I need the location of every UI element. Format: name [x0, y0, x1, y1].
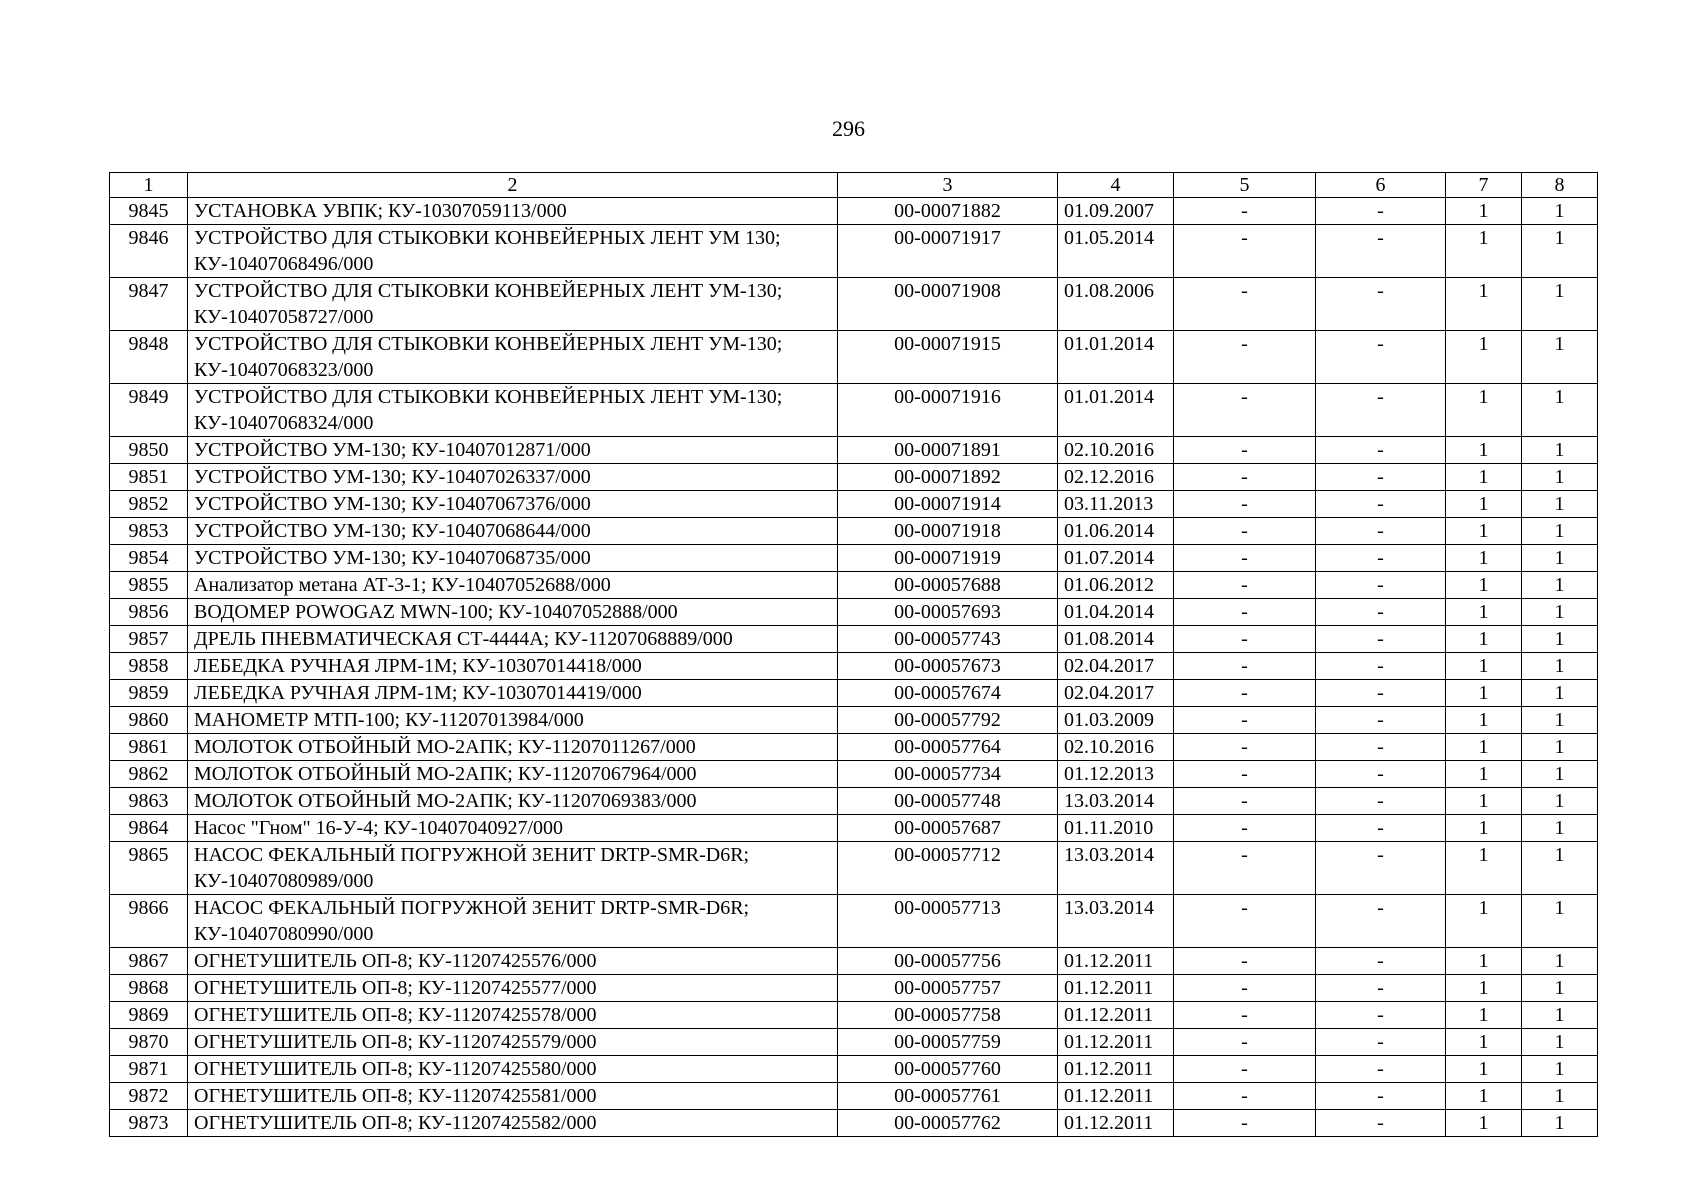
column-8-value: 1: [1522, 1002, 1598, 1029]
asset-name: Насос "Гном" 16-У-4; КУ-10407040927/000: [188, 815, 838, 842]
row-number: 9873: [110, 1110, 188, 1137]
column-6-value: -: [1316, 1083, 1446, 1110]
row-number: 9864: [110, 815, 188, 842]
column-8-value: 1: [1522, 331, 1598, 384]
table-row: [110, 680, 1598, 707]
asset-name: УСТРОЙСТВО ДЛЯ СТЫКОВКИ КОНВЕЙЕРНЫХ ЛЕНТ УМ-130; КУ-10407058727/000: [188, 278, 838, 331]
column-5-value: -: [1174, 1002, 1316, 1029]
inventory-code: 00-00057673: [838, 653, 1058, 680]
column-5-value: -: [1174, 653, 1316, 680]
commission-date: 13.03.2014: [1058, 895, 1174, 948]
column-7-value: 1: [1446, 225, 1522, 278]
table-row: [110, 198, 1598, 225]
column-6-value: -: [1316, 572, 1446, 599]
asset-name: УСТРОЙСТВО УМ-130; КУ-10407026337/000: [188, 464, 838, 491]
table-row: [110, 761, 1598, 788]
inventory-code: 00-00071916: [838, 384, 1058, 437]
inventory-code: 00-00057748: [838, 788, 1058, 815]
column-8-value: 1: [1522, 1110, 1598, 1137]
asset-name: ЛЕБЕДКА РУЧНАЯ ЛРМ-1М; КУ-10307014418/000: [188, 653, 838, 680]
commission-date: 01.08.2014: [1058, 626, 1174, 653]
column-6-value: -: [1316, 599, 1446, 626]
asset-name: МОЛОТОК ОТБОЙНЫЙ МО-2АПК; КУ-11207069383/000: [188, 788, 838, 815]
commission-date: 01.12.2011: [1058, 975, 1174, 1002]
column-7-value: 1: [1446, 384, 1522, 437]
inventory-code: 00-00071914: [838, 491, 1058, 518]
commission-date: 01.05.2014: [1058, 225, 1174, 278]
column-7-value: 1: [1446, 948, 1522, 975]
column-5-value: -: [1174, 1110, 1316, 1137]
column-7-value: 1: [1446, 437, 1522, 464]
column-6-value: -: [1316, 437, 1446, 464]
commission-date: 01.01.2014: [1058, 384, 1174, 437]
column-8-value: 1: [1522, 278, 1598, 331]
inventory-code: 00-00057713: [838, 895, 1058, 948]
column-8-value: 1: [1522, 842, 1598, 895]
column-8-value: 1: [1522, 788, 1598, 815]
commission-date: 02.04.2017: [1058, 680, 1174, 707]
column-5-value: -: [1174, 788, 1316, 815]
table-row: [110, 1002, 1598, 1029]
column-8-value: 1: [1522, 680, 1598, 707]
row-number: 9855: [110, 572, 188, 599]
table-row: [110, 599, 1598, 626]
column-8-value: 1: [1522, 225, 1598, 278]
table-body: [110, 198, 1598, 1137]
column-6-value: -: [1316, 1056, 1446, 1083]
column-7-value: 1: [1446, 842, 1522, 895]
column-5-value: -: [1174, 1083, 1316, 1110]
column-8-value: 1: [1522, 734, 1598, 761]
column-7-value: 1: [1446, 331, 1522, 384]
commission-date: 01.12.2011: [1058, 1056, 1174, 1083]
row-number: 9856: [110, 599, 188, 626]
column-6-value: -: [1316, 815, 1446, 842]
column-5-value: -: [1174, 545, 1316, 572]
table-row: [110, 491, 1598, 518]
commission-date: 01.03.2009: [1058, 707, 1174, 734]
column-7-value: 1: [1446, 464, 1522, 491]
column-8-value: 1: [1522, 572, 1598, 599]
column-6-value: -: [1316, 225, 1446, 278]
asset-name: УСТРОЙСТВО УМ-130; КУ-10407012871/000: [188, 437, 838, 464]
column-7-value: 1: [1446, 545, 1522, 572]
column-5-value: -: [1174, 761, 1316, 788]
commission-date: 01.07.2014: [1058, 545, 1174, 572]
asset-name: НАСОС ФЕКАЛЬНЫЙ ПОГРУЖНОЙ ЗЕНИТ DRTP-SMR-D6R; КУ-10407080989/000: [188, 842, 838, 895]
asset-name: УСТРОЙСТВО ДЛЯ СТЫКОВКИ КОНВЕЙЕРНЫХ ЛЕНТ УМ-130; КУ-10407068324/000: [188, 384, 838, 437]
column-8-value: 1: [1522, 626, 1598, 653]
column-5-value: -: [1174, 734, 1316, 761]
column-7-value: 1: [1446, 653, 1522, 680]
column-6-value: -: [1316, 626, 1446, 653]
header-cell: 3: [838, 173, 1058, 198]
commission-date: 01.12.2011: [1058, 1002, 1174, 1029]
column-8-value: 1: [1522, 518, 1598, 545]
column-8-value: 1: [1522, 975, 1598, 1002]
inventory-code: 00-00057758: [838, 1002, 1058, 1029]
column-8-value: 1: [1522, 599, 1598, 626]
column-6-value: -: [1316, 1002, 1446, 1029]
row-number: 9845: [110, 198, 188, 225]
column-6-value: -: [1316, 734, 1446, 761]
asset-name: ОГНЕТУШИТЕЛЬ ОП-8; КУ-11207425580/000: [188, 1056, 838, 1083]
column-8-value: 1: [1522, 437, 1598, 464]
row-number: 9870: [110, 1029, 188, 1056]
asset-name: УСТРОЙСТВО ДЛЯ СТЫКОВКИ КОНВЕЙЕРНЫХ ЛЕНТ УМ-130; КУ-10407068323/000: [188, 331, 838, 384]
column-8-value: 1: [1522, 707, 1598, 734]
row-number: 9849: [110, 384, 188, 437]
column-5-value: -: [1174, 680, 1316, 707]
asset-name: УСТРОЙСТВО УМ-130; КУ-10407068644/000: [188, 518, 838, 545]
column-7-value: 1: [1446, 975, 1522, 1002]
column-7-value: 1: [1446, 1110, 1522, 1137]
column-6-value: -: [1316, 491, 1446, 518]
asset-name: ОГНЕТУШИТЕЛЬ ОП-8; КУ-11207425581/000: [188, 1083, 838, 1110]
inventory-code: 00-00071918: [838, 518, 1058, 545]
table-row: [110, 1056, 1598, 1083]
commission-date: 01.06.2012: [1058, 572, 1174, 599]
table-row: [110, 1110, 1598, 1137]
column-8-value: 1: [1522, 1083, 1598, 1110]
row-number: 9867: [110, 948, 188, 975]
row-number: 9863: [110, 788, 188, 815]
inventory-code: 00-00057762: [838, 1110, 1058, 1137]
commission-date: 01.08.2006: [1058, 278, 1174, 331]
row-number: 9854: [110, 545, 188, 572]
column-5-value: -: [1174, 464, 1316, 491]
column-8-value: 1: [1522, 948, 1598, 975]
column-8-value: 1: [1522, 1029, 1598, 1056]
column-6-value: -: [1316, 761, 1446, 788]
column-5-value: -: [1174, 975, 1316, 1002]
column-6-value: -: [1316, 707, 1446, 734]
column-6-value: -: [1316, 1029, 1446, 1056]
column-5-value: -: [1174, 842, 1316, 895]
inventory-code: 00-00057764: [838, 734, 1058, 761]
column-7-value: 1: [1446, 761, 1522, 788]
asset-name: УСТРОЙСТВО УМ-130; КУ-10407068735/000: [188, 545, 838, 572]
column-6-value: -: [1316, 975, 1446, 1002]
column-8-value: 1: [1522, 653, 1598, 680]
table-row: [110, 707, 1598, 734]
table-row: [110, 842, 1598, 895]
commission-date: 02.04.2017: [1058, 653, 1174, 680]
column-7-value: 1: [1446, 1056, 1522, 1083]
column-6-value: -: [1316, 331, 1446, 384]
column-8-value: 1: [1522, 815, 1598, 842]
table-row: [110, 975, 1598, 1002]
inventory-code: 00-00057674: [838, 680, 1058, 707]
column-8-value: 1: [1522, 198, 1598, 225]
asset-name: МОЛОТОК ОТБОЙНЫЙ МО-2АПК; КУ-11207067964/000: [188, 761, 838, 788]
row-number: 9851: [110, 464, 188, 491]
table-row: [110, 948, 1598, 975]
row-number: 9862: [110, 761, 188, 788]
column-6-value: -: [1316, 788, 1446, 815]
commission-date: 01.09.2007: [1058, 198, 1174, 225]
inventory-code: 00-00071908: [838, 278, 1058, 331]
inventory-code: 00-00071915: [838, 331, 1058, 384]
asset-table: [109, 172, 1598, 1137]
column-7-value: 1: [1446, 1002, 1522, 1029]
asset-name: ВОДОМЕР POWOGAZ MWN-100; КУ-10407052888/000: [188, 599, 838, 626]
inventory-code: 00-00071891: [838, 437, 1058, 464]
column-7-value: 1: [1446, 1083, 1522, 1110]
commission-date: 01.12.2011: [1058, 1110, 1174, 1137]
column-8-value: 1: [1522, 895, 1598, 948]
column-6-value: -: [1316, 680, 1446, 707]
table-row: [110, 1083, 1598, 1110]
column-5-value: -: [1174, 626, 1316, 653]
header-row: [110, 173, 1598, 198]
column-5-value: -: [1174, 707, 1316, 734]
column-7-value: 1: [1446, 599, 1522, 626]
commission-date: 02.10.2016: [1058, 437, 1174, 464]
row-number: 9865: [110, 842, 188, 895]
column-5-value: -: [1174, 225, 1316, 278]
table-row: [110, 437, 1598, 464]
inventory-code: 00-00057688: [838, 572, 1058, 599]
inventory-code: 00-00057712: [838, 842, 1058, 895]
column-8-value: 1: [1522, 491, 1598, 518]
column-8-value: 1: [1522, 1056, 1598, 1083]
table-row: [110, 545, 1598, 572]
row-number: 9852: [110, 491, 188, 518]
column-7-value: 1: [1446, 626, 1522, 653]
column-6-value: -: [1316, 384, 1446, 437]
column-6-value: -: [1316, 518, 1446, 545]
column-8-value: 1: [1522, 761, 1598, 788]
row-number: 9853: [110, 518, 188, 545]
asset-name: УСТРОЙСТВО ДЛЯ СТЫКОВКИ КОНВЕЙЕРНЫХ ЛЕНТ УМ 130; КУ-10407068496/000: [188, 225, 838, 278]
asset-name: УСТАНОВКА УВПК; КУ-10307059113/000: [188, 198, 838, 225]
header-cell: 5: [1174, 173, 1316, 198]
row-number: 9872: [110, 1083, 188, 1110]
column-7-value: 1: [1446, 518, 1522, 545]
table-row: [110, 895, 1598, 948]
table-row: [110, 1029, 1598, 1056]
commission-date: 01.11.2010: [1058, 815, 1174, 842]
inventory-code: 00-00057756: [838, 948, 1058, 975]
column-6-value: -: [1316, 278, 1446, 331]
inventory-code: 00-00057687: [838, 815, 1058, 842]
column-7-value: 1: [1446, 895, 1522, 948]
column-6-value: -: [1316, 1110, 1446, 1137]
asset-name: УСТРОЙСТВО УМ-130; КУ-10407067376/000: [188, 491, 838, 518]
table-row: [110, 384, 1598, 437]
row-number: 9857: [110, 626, 188, 653]
column-5-value: -: [1174, 1029, 1316, 1056]
column-7-value: 1: [1446, 278, 1522, 331]
column-7-value: 1: [1446, 680, 1522, 707]
asset-name: Анализатор метана АТ-3-1; КУ-10407052688/000: [188, 572, 838, 599]
column-5-value: -: [1174, 948, 1316, 975]
table-row: [110, 464, 1598, 491]
table-row: [110, 626, 1598, 653]
column-5-value: -: [1174, 572, 1316, 599]
inventory-code: 00-00057757: [838, 975, 1058, 1002]
table-row: [110, 815, 1598, 842]
column-6-value: -: [1316, 653, 1446, 680]
column-7-value: 1: [1446, 1029, 1522, 1056]
column-5-value: -: [1174, 278, 1316, 331]
column-8-value: 1: [1522, 545, 1598, 572]
inventory-code: 00-00071917: [838, 225, 1058, 278]
column-7-value: 1: [1446, 707, 1522, 734]
row-number: 9869: [110, 1002, 188, 1029]
commission-date: 13.03.2014: [1058, 842, 1174, 895]
table-row: [110, 225, 1598, 278]
asset-name: ДРЕЛЬ ПНЕВМАТИЧЕСКАЯ СТ-4444А; КУ-11207068889/000: [188, 626, 838, 653]
column-5-value: -: [1174, 895, 1316, 948]
asset-name: ОГНЕТУШИТЕЛЬ ОП-8; КУ-11207425579/000: [188, 1029, 838, 1056]
inventory-code: 00-00057734: [838, 761, 1058, 788]
column-5-value: -: [1174, 198, 1316, 225]
column-5-value: -: [1174, 437, 1316, 464]
table-row: [110, 788, 1598, 815]
header-cell: 2: [188, 173, 838, 198]
commission-date: 01.12.2013: [1058, 761, 1174, 788]
inventory-code: 00-00057760: [838, 1056, 1058, 1083]
column-5-value: -: [1174, 384, 1316, 437]
column-5-value: -: [1174, 491, 1316, 518]
column-5-value: -: [1174, 518, 1316, 545]
asset-name: ОГНЕТУШИТЕЛЬ ОП-8; КУ-11207425577/000: [188, 975, 838, 1002]
column-5-value: -: [1174, 1056, 1316, 1083]
asset-name: ОГНЕТУШИТЕЛЬ ОП-8; КУ-11207425578/000: [188, 1002, 838, 1029]
row-number: 9846: [110, 225, 188, 278]
header-cell: 4: [1058, 173, 1174, 198]
asset-name: МАНОМЕТР МТП-100; КУ-11207013984/000: [188, 707, 838, 734]
row-number: 9860: [110, 707, 188, 734]
column-8-value: 1: [1522, 384, 1598, 437]
header-cell: 8: [1522, 173, 1598, 198]
table-row: [110, 734, 1598, 761]
asset-name: НАСОС ФЕКАЛЬНЫЙ ПОГРУЖНОЙ ЗЕНИТ DRTP-SMR-D6R; КУ-10407080990/000: [188, 895, 838, 948]
row-number: 9847: [110, 278, 188, 331]
asset-name: ОГНЕТУШИТЕЛЬ ОП-8; КУ-11207425582/000: [188, 1110, 838, 1137]
column-6-value: -: [1316, 198, 1446, 225]
column-6-value: -: [1316, 948, 1446, 975]
column-6-value: -: [1316, 464, 1446, 491]
commission-date: 02.12.2016: [1058, 464, 1174, 491]
asset-name: ЛЕБЕДКА РУЧНАЯ ЛРМ-1М; КУ-10307014419/000: [188, 680, 838, 707]
column-7-value: 1: [1446, 491, 1522, 518]
inventory-code: 00-00071892: [838, 464, 1058, 491]
column-7-value: 1: [1446, 788, 1522, 815]
row-number: 9850: [110, 437, 188, 464]
row-number: 9871: [110, 1056, 188, 1083]
table-row: [110, 572, 1598, 599]
commission-date: 01.12.2011: [1058, 948, 1174, 975]
inventory-code: 00-00071919: [838, 545, 1058, 572]
column-8-value: 1: [1522, 464, 1598, 491]
column-7-value: 1: [1446, 198, 1522, 225]
row-number: 9848: [110, 331, 188, 384]
column-5-value: -: [1174, 599, 1316, 626]
header-cell: 6: [1316, 173, 1446, 198]
inventory-code: 00-00057761: [838, 1083, 1058, 1110]
commission-date: 02.10.2016: [1058, 734, 1174, 761]
column-7-value: 1: [1446, 734, 1522, 761]
page-number: 296: [832, 116, 865, 141]
table-row: [110, 653, 1598, 680]
table-row: [110, 331, 1598, 384]
inventory-code: 00-00071882: [838, 198, 1058, 225]
header-cell: 7: [1446, 173, 1522, 198]
inventory-code: 00-00057693: [838, 599, 1058, 626]
asset-name: МОЛОТОК ОТБОЙНЫЙ МО-2АПК; КУ-11207011267/000: [188, 734, 838, 761]
column-6-value: -: [1316, 895, 1446, 948]
header-cell: 1: [110, 173, 188, 198]
row-number: 9866: [110, 895, 188, 948]
commission-date: 01.04.2014: [1058, 599, 1174, 626]
inventory-code: 00-00057743: [838, 626, 1058, 653]
row-number: 9858: [110, 653, 188, 680]
inventory-code: 00-00057759: [838, 1029, 1058, 1056]
column-6-value: -: [1316, 545, 1446, 572]
column-6-value: -: [1316, 842, 1446, 895]
table-row: [110, 518, 1598, 545]
commission-date: 03.11.2013: [1058, 491, 1174, 518]
row-number: 9861: [110, 734, 188, 761]
commission-date: 01.12.2011: [1058, 1029, 1174, 1056]
row-number: 9868: [110, 975, 188, 1002]
row-number: 9859: [110, 680, 188, 707]
commission-date: 01.06.2014: [1058, 518, 1174, 545]
column-5-value: -: [1174, 815, 1316, 842]
commission-date: 01.01.2014: [1058, 331, 1174, 384]
column-7-value: 1: [1446, 815, 1522, 842]
table-row: [110, 278, 1598, 331]
column-5-value: -: [1174, 331, 1316, 384]
column-7-value: 1: [1446, 572, 1522, 599]
commission-date: 13.03.2014: [1058, 788, 1174, 815]
commission-date: 01.12.2011: [1058, 1083, 1174, 1110]
asset-name: ОГНЕТУШИТЕЛЬ ОП-8; КУ-11207425576/000: [188, 948, 838, 975]
inventory-code: 00-00057792: [838, 707, 1058, 734]
